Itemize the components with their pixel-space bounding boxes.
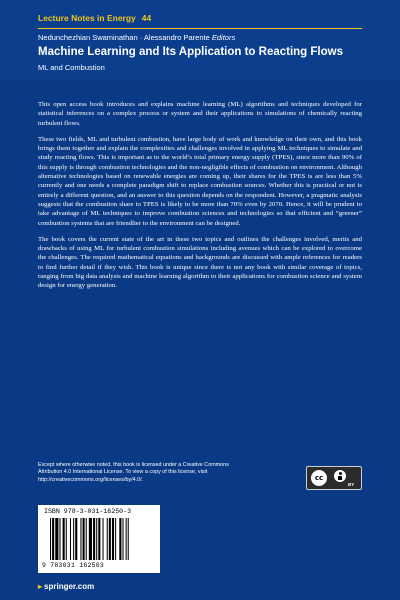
editors-line: [38, 33, 235, 42]
book-title: Machine Learning and Its Application to Reacting Flows: [38, 46, 343, 58]
by-label: BY: [348, 482, 355, 487]
barcode-icon: [48, 518, 152, 560]
series-name: Lecture Notes in Energy: [38, 13, 136, 23]
publisher-link[interactable]: [38, 582, 94, 591]
license-text: Except where otherwise noted, this book is licensed under a Creative Commons Attribution 4.0 International License. To view a copy of this license, visit http://creativecommons.org/licenses/by/4.0/.: [38, 462, 229, 483]
description-paragraph-3: The book covers the current state of the art in these two topics and outlines the challenges involved, merits and drawbacks of using ML for turbulent combustion simulations including avenues which can be explored to overcome the challenges. The required mathematical equations and backgrounds are discussed with ample references for readers to find further detail if they wish. This book is unique since there is not any book with similar coverage of topics, ranging from big data analysis and machine learning algorithm to their applications for combustion science and system design for energy generation.: [38, 235, 362, 290]
attribution-person-icon: [334, 470, 346, 482]
header-rule: [38, 28, 362, 29]
publisher-site[interactable]: springer.com: [44, 582, 95, 591]
editors-label: Editors: [211, 33, 236, 42]
cc-icon: cc: [311, 470, 327, 486]
creative-commons-by-icon: [306, 466, 362, 490]
series-title: [38, 13, 151, 23]
description: [38, 100, 362, 298]
barcode-digits: 9 783031 162503: [42, 562, 105, 569]
book-subtitle: ML and Combustion: [38, 63, 105, 72]
barcode-panel: [38, 505, 160, 573]
series-number: 44: [141, 13, 152, 23]
arrow-icon: ▸: [38, 582, 43, 591]
isbn-label: ISBN 978-3-031-16250-3: [44, 508, 132, 515]
editor-names: Nedunchezhian Swaminathan · Alessandro Parente: [38, 33, 210, 42]
description-paragraph-2: These two fields, ML and turbulent combustion, have large body of work and knowledge on their own, and this book brings them together and explain the complexities and challenges involved in applying ML techniques to simulate and study reacting flows. This is important as to the world’s total primary energy supply (TPES), since more than 90% of this supply is through combustion technologies and the non-negligible effects of combustion on environment. Although alternative technologies based on renewable energies are coming up, their shares for the TPES is are less than 5% currently and one needs a complete paradigm shift to replace combustion sources. Whether this is practical or not is entirely a different question, and an answer to this question depends on the respondent. However, a pragmatic analysis suggests that the combustion share to TPES is likely to be more than 70% even by 2070. Hence, it will be prudent to take advantage of ML techniques to improve combustion sciences and technologies so that efficient and “greener” combustion systems that are friendlier to the environment can be designed.: [38, 135, 362, 227]
description-paragraph-1: This open access book introduces and explains machine learning (ML) algorithms and techniques developed for statistical inferences on a complex process or system and their applications to simulations of chemically reacting turbulent flows.: [38, 101, 362, 127]
